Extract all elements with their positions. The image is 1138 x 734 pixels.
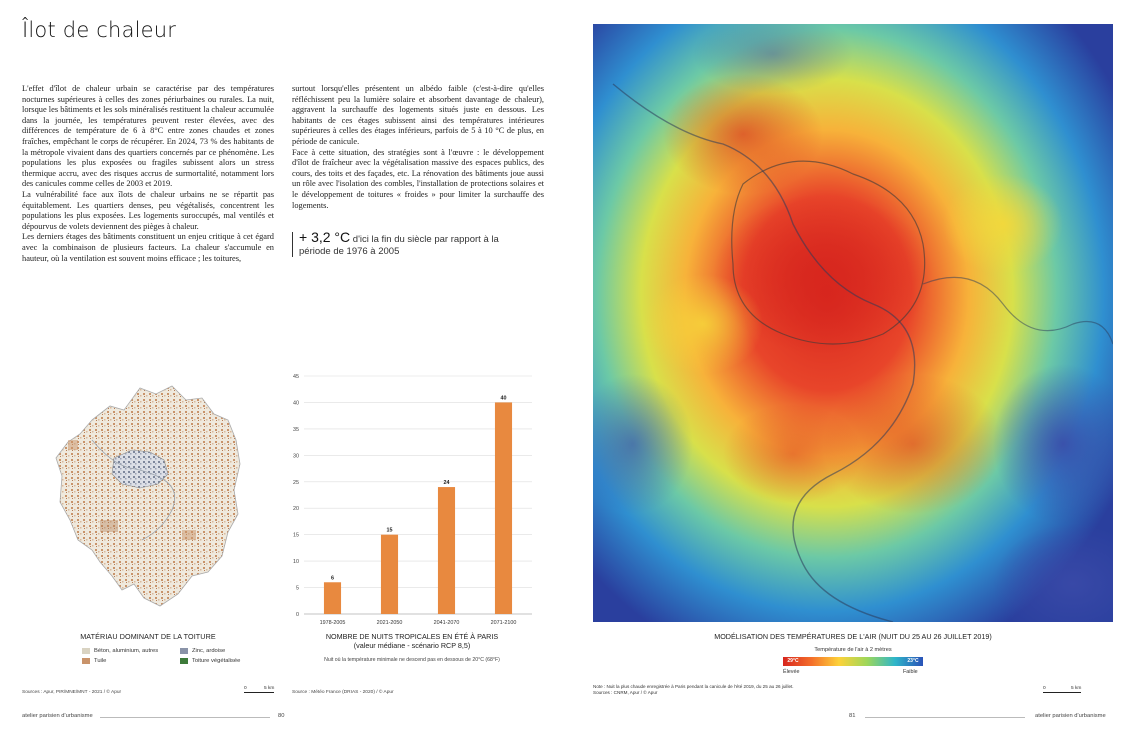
legend-swatch (82, 648, 90, 654)
bar-value-label: 6 (331, 575, 334, 582)
map-outline (56, 386, 240, 606)
roof-map-source: Sources : Apur, PIR/MNE/MNT - 2021 / © Apur (22, 690, 122, 695)
legend-label: Tuile (94, 658, 107, 664)
y-tick-label: 30 (293, 453, 299, 460)
scale-five: 5 km (264, 686, 275, 691)
y-tick-label: 10 (293, 559, 299, 566)
legend-label: Béton, aluminium, autres (94, 648, 159, 654)
paragraph: La vulnérabilité face aux îlots de chaleur urbains ne se répartit pas équitablement. Les quartiers denses, peu végétalisés, concentrent les populations les plus exposées. Les logements suroccupés, mal ventilés et dépourvus de volets deviennent des pièges à chaleur. (22, 189, 274, 231)
scale-five: 5 km (1071, 686, 1082, 691)
y-tick-label: 35 (293, 426, 299, 433)
tropical-nights-chart (282, 364, 542, 628)
scale-bar (1043, 686, 1083, 696)
footer-brand: atelier parisien d'urbanisme (1035, 713, 1106, 719)
legend-item (82, 648, 158, 654)
sources-line: Sources : CNRM, Apur / © Apur (593, 690, 658, 695)
scale-line (1043, 692, 1081, 693)
roof-map-title: MATÉRIAU DOMINANT DE LA TOITURE (80, 632, 216, 641)
chart-source: Source : Météo France (DRIAS - 2020) / © Apur (292, 690, 394, 695)
roof-material-map (52, 380, 244, 612)
y-tick-label: 5 (296, 585, 299, 592)
heatmap-subtitle: Température de l'air à 2 mètres (814, 647, 892, 653)
paragraph: L'effet d'îlot de chaleur urbain se caractérise par des températures nocturnes supérieures à celles des zones périurbaines ou rurales. La nuit, lorsque les bâtiments et les sols minéralisés restituent la chaleur accumulée dans la journée, les températures peuvent rester élevées, avec des différences de température de 6 à 8°C entre zones chaudes et zones fraîches, empêchant le corps de récupérer. En 2024, 73 % des habitants de la métropole vivaient dans des quartiers concernés par ce phénomène. Les populations les plus exposées ou fragiles subissent alors un stress thermique accru, avec des risques accrus de surmortalité, notamment lors des canicules comme celles de 2003 et 2019. (22, 84, 274, 189)
legend-item (82, 658, 106, 664)
legend-swatch (82, 658, 90, 664)
air-temperature-heatmap (593, 24, 1113, 622)
text-column-1 (22, 84, 274, 264)
chart-subtitle: (valeur médiane - scénario RCP 8,5) (353, 641, 471, 650)
scale-bar (244, 686, 276, 696)
bar (438, 487, 455, 614)
bar (381, 535, 398, 614)
legend-label: Toiture végétalisée (192, 658, 241, 664)
gradient-hot-label: Élevée (783, 669, 800, 675)
footer-rule (865, 717, 1025, 718)
legend-swatch (180, 658, 188, 664)
paragraph: Les derniers étages des bâtiments constituent un enjeu critique à cet égard avec la combinaison de plusieurs facteurs. La chaleur s'accumule en hauteur, où la ventilation est souvent moins efficace ; les toitures, (22, 232, 274, 263)
bar (495, 402, 512, 614)
bar-value-label: 24 (443, 480, 450, 487)
scale-line (244, 692, 274, 693)
x-tick-label: 2071-2100 (490, 620, 517, 626)
heatmap-note (593, 684, 794, 696)
chart-note: Nuit où la température minimale ne descend pas en dessous de 20°C (68°F) (324, 657, 500, 663)
legend-item (180, 658, 240, 664)
key-figure-text: d'ici la fin du siècle par rapport à la période de 1976 à 2005 (299, 234, 499, 257)
x-tick-label: 1978-2005 (319, 620, 346, 626)
y-tick-label: 45 (293, 374, 299, 380)
page-number: 80 (278, 713, 285, 719)
right-page (569, 0, 1138, 734)
y-tick-label: 25 (293, 479, 299, 486)
paragraph: Face à cette situation, des stratégies sont à l'œuvre : le développement d'îlot de fraîcheur avec la végétalisation massive des espaces publics, des cours, des toits et des façades, etc. La rénovation des bâtiments joue aussi un rôle avec l'isolation des combles, l'installation de protections solaires et le développement de toitures « froides » pour limiter la surchauffe des logements. (292, 147, 544, 210)
legend-label: Zinc, ardoise (192, 648, 226, 654)
x-tick-label: 2041-2070 (433, 620, 460, 626)
bar-value-label: 15 (386, 527, 393, 534)
footer-rule (100, 717, 270, 718)
bar (324, 582, 341, 614)
temperature-gradient-legend (783, 657, 923, 666)
legend-swatch (180, 648, 188, 654)
legend-item (180, 648, 225, 654)
y-tick-label: 20 (293, 506, 299, 513)
y-tick-label: 40 (293, 400, 299, 407)
gradient-hot-value: 29°C (787, 658, 799, 664)
scale-zero: 0 (244, 686, 247, 691)
gradient-cold-value: 23°C (907, 658, 919, 664)
key-figure-callout (292, 229, 532, 257)
page-title: Îlot de chaleur (22, 18, 177, 42)
chart-title-block (282, 632, 542, 650)
x-tick-label: 2021-2050 (376, 620, 403, 626)
footer-brand: atelier parisien d'urbanisme (22, 713, 93, 719)
text-column-2 (292, 84, 544, 211)
chart-title: NOMBRE DE NUITS TROPICALES EN ÉTÉ À PARIS (325, 632, 499, 641)
gradient-cold-label: Faible (903, 669, 918, 675)
heatmap-title: MODÉLISATION DES TEMPÉRATURES DE L'AIR (NUIT DU 25 AU 26 JUILLET 2019) (714, 632, 992, 641)
page-number: 81 (849, 713, 856, 719)
paragraph: surtout lorsqu'elles présentent un albédo faible (c'est-à-dire qu'elles réfléchissent peu la lumière solaire et absorbent davantage de chaleur), aggravent la surchauffe des logements situés juste en dessous. Les habitants de ces étages subissent ainsi des températures intérieures supérieures à celles des étages inférieurs, parfois de 5 à 10 °C de plus, en période de canicule. (292, 84, 544, 146)
y-tick-label: 0 (296, 612, 299, 618)
scale-zero: 0 (1043, 686, 1046, 691)
bar-value-label: 40 (500, 395, 507, 402)
y-tick-label: 15 (293, 532, 299, 539)
key-figure-value: + 3,2 °C (299, 229, 351, 245)
note-line: Note : Nuit la plus chaude enregistrée à Paris pendant la canicule de l'été 2019, du 25 au 26 juillet. (593, 684, 794, 689)
